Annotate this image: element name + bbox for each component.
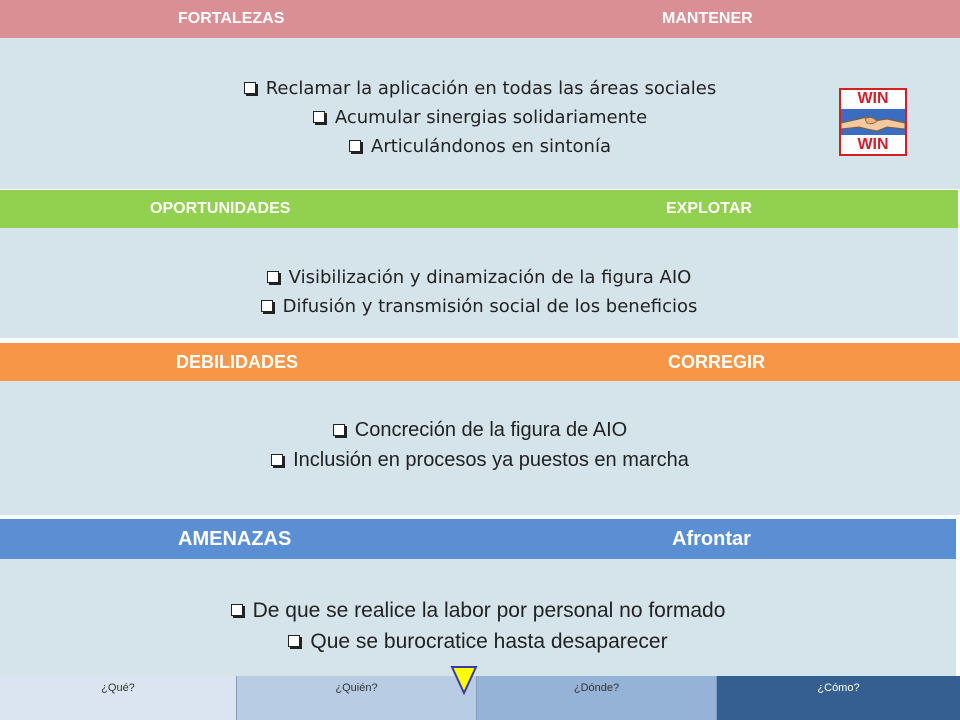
afrontar-title: Afrontar (672, 527, 751, 550)
yellow-triangle-icon[interactable] (450, 665, 478, 695)
list-item: Difusión y transmisión social de los beneficios (0, 292, 958, 321)
debilidades-header (0, 343, 960, 381)
checkbox-bullet-icon (267, 271, 279, 283)
list-item: Reclamar la aplicación en todas las áreas sociales (0, 74, 960, 103)
tab-quien-label: ¿Quién? (335, 682, 378, 694)
list-item: Concreción de la figura de AIO (0, 415, 960, 445)
amenazas-list (0, 595, 956, 657)
fortalezas-list (0, 74, 960, 161)
amenazas-header (0, 519, 956, 559)
tab-quien[interactable] (237, 676, 477, 720)
amenazas-title: AMENAZAS (178, 527, 292, 550)
list-item: Inclusión en procesos ya puestos en marcha (0, 445, 960, 475)
debilidades-title: DEBILIDADES (176, 351, 299, 372)
win-win-bottom-label: WIN (857, 136, 889, 153)
checkbox-bullet-icon (313, 111, 325, 123)
footer-nav (0, 676, 960, 720)
list-item: Que se burocratice hasta desaparecer (0, 626, 956, 657)
checkbox-bullet-icon (271, 454, 283, 466)
list-item: Acumular sinergias solidariamente (0, 103, 960, 132)
checkbox-bullet-icon (349, 140, 361, 152)
checkbox-bullet-icon (261, 300, 273, 312)
checkbox-bullet-icon (231, 604, 243, 616)
oportunidades-list (0, 263, 958, 321)
win-win-badge (839, 88, 907, 156)
oportunidades-body (0, 228, 958, 338)
explotar-title: EXPLOTAR (666, 200, 752, 217)
tab-como[interactable] (717, 676, 960, 720)
checkbox-bullet-icon (244, 82, 256, 94)
debilidades-body (0, 381, 960, 515)
list-item: Articulándonos en sintonía (0, 132, 960, 161)
handshake-icon (841, 109, 905, 135)
checkbox-bullet-icon (333, 424, 345, 436)
fortalezas-body (0, 38, 960, 189)
tab-como-label: ¿Cómo? (817, 682, 860, 694)
tab-donde[interactable] (477, 676, 717, 720)
mantener-title: MANTENER (662, 10, 753, 27)
amenazas-body (0, 559, 956, 676)
checkbox-bullet-icon (288, 635, 300, 647)
win-win-top-label: WIN (857, 90, 889, 107)
tab-donde-label: ¿Dónde? (573, 682, 620, 694)
fortalezas-title: FORTALEZAS (178, 10, 285, 27)
tab-que[interactable] (0, 676, 237, 720)
corregir-title: CORREGIR (668, 351, 766, 372)
list-item: Visibilización y dinamización de la figura AIO (0, 263, 958, 292)
oportunidades-header (0, 190, 958, 228)
list-item: De que se realice la labor por personal no formado (0, 595, 956, 626)
tab-que-label: ¿Qué? (101, 682, 135, 694)
fortalezas-header (0, 0, 960, 38)
oportunidades-title: OPORTUNIDADES (150, 200, 291, 217)
debilidades-list (0, 415, 960, 475)
